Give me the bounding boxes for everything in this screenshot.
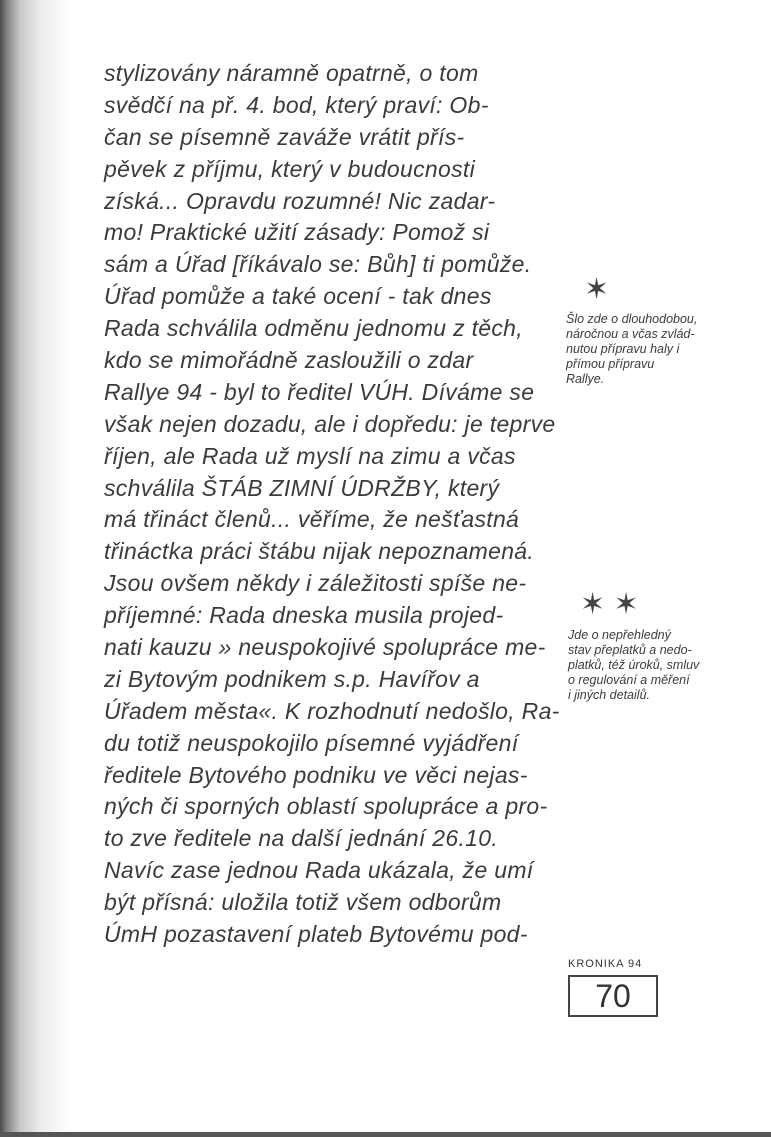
text-line: nati kauzu » neuspokojivé spolupráce me-	[104, 634, 546, 661]
note-line: o regulování a měření	[568, 673, 690, 687]
text-line: schválila ŠTÁB ZIMNÍ ÚDRŽBY, který	[104, 474, 500, 501]
text-line: Navíc zase jednou Rada ukázala, že umí	[104, 857, 534, 884]
text-line: říjen, ale Rada už myslí na zimu a včas	[104, 442, 516, 469]
note-line: Rallye.	[566, 372, 605, 386]
text-line: být přísná: uložila totiž všem odborům	[104, 889, 502, 916]
note-marker-1: ✶	[584, 273, 610, 306]
book-gutter-shadow	[0, 0, 70, 1137]
text-line: sám a Úřad [říkávalo se: Bůh] ti pomůže.	[104, 251, 532, 278]
text-line: Jsou ovšem někdy i záležitosti spíše ne-	[104, 570, 527, 597]
note-line: Šlo zde o dlouhodobou,	[566, 312, 698, 326]
text-line: ředitele Bytového podniku ve věci nejas-	[104, 761, 528, 788]
text-line: třináctka práci štábu nijak nepoznamená.	[104, 538, 535, 565]
text-line: svědčí na př. 4. bod, který praví: Ob-	[104, 91, 489, 118]
text-line: du totiž neuspokojilo písemné vyjádření	[104, 729, 519, 756]
text-line: kdo se mimořádně zasloužili o zdar	[104, 347, 474, 374]
text-line: Úřadem města«. K rozhodnutí nedošlo, Ra-	[104, 697, 560, 724]
main-text	[104, 58, 564, 951]
text-line: mo! Praktické užití zásady: Pomož si	[104, 219, 490, 246]
note-marker-2: ✶ ✶	[580, 588, 639, 621]
margin-note-2	[568, 628, 699, 703]
text-line: má třináct členů... věříme, že nešťastná	[104, 506, 520, 533]
chronicle-label: KRONIKA 94	[568, 958, 643, 970]
text-line: Rada schválila odměnu jednomu z těch,	[104, 315, 523, 342]
text-line: pěvek z příjmu, který v budoucnosti	[104, 155, 475, 182]
text-line: ÚmH pozastavení plateb Bytovému pod-	[104, 921, 528, 948]
text-line: zi Bytovým podnikem s.p. Havířov a	[104, 665, 480, 692]
note-line: platků, též úroků, smluv	[568, 658, 700, 672]
text-line: čan se písemně zaváže vrátit přís-	[104, 123, 465, 150]
note-line: přímou přípravu	[566, 357, 655, 371]
note-line: i jiných detailů.	[568, 688, 650, 702]
note-line: stav přeplatků a nedo-	[568, 643, 692, 657]
text-line: ných či sporných oblastí spolupráce a pro-	[104, 793, 548, 820]
text-line: Úřad pomůže a také ocení - tak dnes	[104, 283, 492, 310]
text-line: získá... Opravdu rozumné! Nic zadar-	[104, 187, 496, 214]
page-number: 70	[568, 975, 658, 1017]
text-line: Rallye 94 - byl to ředitel VÚH. Díváme se	[104, 378, 535, 405]
text-line: však nejen dozadu, ale i dopředu: je teprve	[104, 410, 556, 437]
text-line: stylizovány náramně opatrně, o tom	[104, 60, 479, 86]
text-line: příjemné: Rada dneska musila projed-	[104, 602, 504, 629]
note-line: Jde o nepřehledný	[568, 628, 671, 642]
page-bottom-edge	[0, 1132, 771, 1137]
margin-note-1	[566, 312, 697, 387]
text-line: to zve ředitele na další jednání 26.10.	[104, 825, 499, 852]
note-line: nutou přípravu haly i	[566, 342, 680, 356]
note-line: náročnou a včas zvlád-	[566, 327, 695, 341]
